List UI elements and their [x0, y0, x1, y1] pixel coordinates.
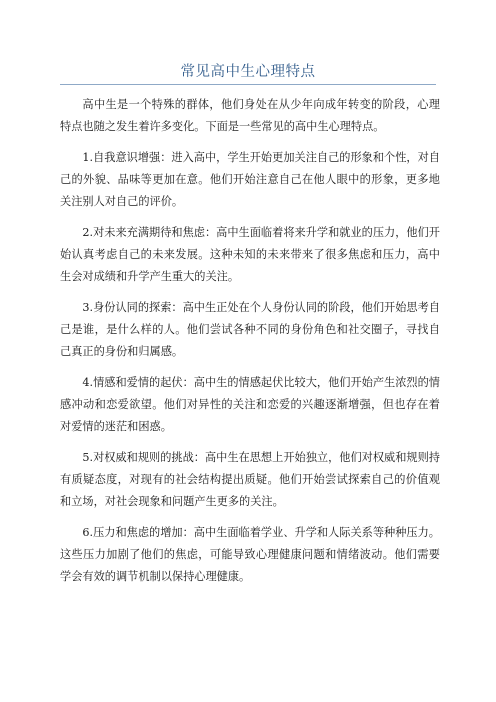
point-paragraph-3: 3.身份认同的探索：高中生正处在个人身份认同的阶段，他们开始思考自己是谁，是什么样的人。他们尝试各种不同的身份角色和社交圈子，寻找自己真正的身份和归属感。 — [60, 301, 440, 358]
point-paragraph-5: 5.对权威和规则的挑战：高中生在思想上开始独立，他们对权威和规则持有质疑态度，对现有的社会结构提出质疑。他们开始尝试探索自己的价值观和立场，对社会现象和问题产生更多的关注。 — [60, 451, 440, 508]
title-divider — [60, 84, 436, 85]
intro-paragraph: 高中生是一个特殊的群体，他们身处在从少年向成年转变的阶段，心理特点也随之发生着许多变化。下面是一些常见的高中生心理特点。 — [60, 98, 440, 133]
point-paragraph-4: 4.情感和爱情的起伏：高中生的情感起伏比较大，他们开始产生浓烈的情感冲动和恋爱欲望。他们对异性的关注和恋爱的兴趣逐渐增强，但也存在着对爱情的迷茫和困惑。 — [60, 376, 440, 433]
point-paragraph-1: 1.自我意识增强：进入高中，学生开始更加关注自己的形象和个性，对自己的外貌、品味等更加在意。他们开始注意自己在他人眼中的形象，更多地关注别人对自己的评价。 — [60, 151, 440, 208]
document-body — [60, 94, 440, 597]
page-title: 常见高中生心理特点 — [180, 64, 316, 80]
point-paragraph-6: 6.压力和焦虑的增加：高中生面临着学业、升学和人际关系等种种压力。这些压力加剧了他们的焦虑，可能导致心理健康问题和情绪波动。他们需要学会有效的调节机制以保持心理健康。 — [60, 526, 440, 583]
point-paragraph-2: 2.对未来充满期待和焦虑：高中生面临着将来升学和就业的压力，他们开始认真考虑自己的未来发展。这种未知的未来带来了很多焦虑和压力，高中生会对成绩和升学产生重大的关注。 — [60, 226, 440, 283]
